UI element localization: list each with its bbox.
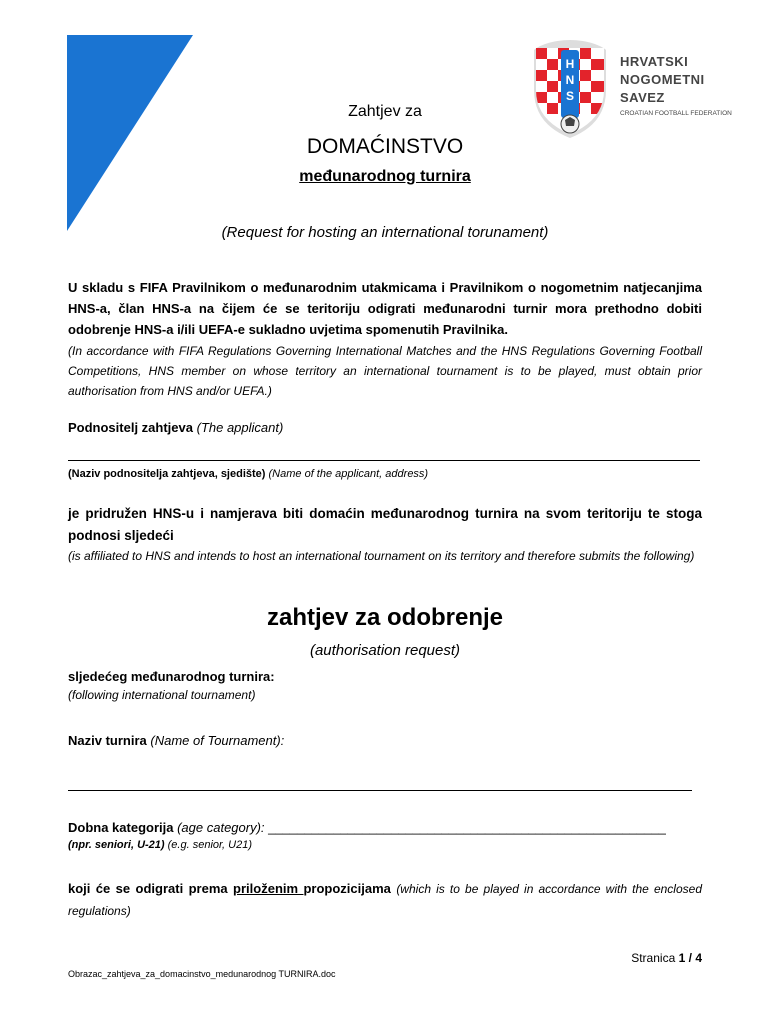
tournament-name-row — [68, 730, 284, 751]
regulations-post: propozicijama — [303, 881, 391, 896]
logo-line3: SAVEZ — [620, 90, 665, 105]
age-category-label: Dobna kategorija — [68, 820, 174, 835]
applicant-label: Podnositelj zahtjeva — [68, 420, 193, 435]
regulations-pre: koji će se odigrati prema — [68, 881, 234, 896]
page-current: 1 — [678, 951, 686, 965]
age-category-input-line[interactable]: _______________________________________________________ — [268, 820, 666, 835]
tournament-name-input-line[interactable] — [68, 790, 692, 791]
logo-line2: NOGOMETNI — [620, 72, 705, 87]
title-line3 — [0, 168, 770, 186]
title-line1: Zahtjev za — [348, 103, 422, 120]
blue-triangle-decoration — [67, 35, 195, 233]
affiliation-english: (is affiliated to HNS and intends to host an international tournament on its territory and therefore submits the following) — [68, 549, 695, 563]
applicant-caption-row — [68, 468, 428, 480]
applicant-label-en: (The applicant) — [196, 420, 284, 435]
logo-line1: HRVATSKI — [620, 54, 689, 69]
applicant-input-line[interactable] — [68, 460, 700, 461]
applicant-label-row — [68, 417, 283, 438]
logo-subtitle: CROATIAN FOOTBALL FEDERATION — [620, 110, 732, 117]
crest-letters: HNS — [565, 57, 575, 103]
age-category-label-en: (age category): — [177, 820, 265, 835]
applicant-caption-en: (Name of the applicant, address) — [268, 468, 429, 480]
hns-logo — [530, 38, 730, 138]
title-line3-text: međunarodnog turnira — [299, 168, 471, 185]
regulations-paragraph — [68, 878, 702, 922]
age-hint: (npr. seniori, U-21) — [68, 839, 165, 851]
applicant-caption: (Naziv podnositelja zahtjeva, sjedište) — [68, 468, 266, 480]
regulations-en: (which is to be played in accordance with the enclosed regulations) — [68, 882, 702, 918]
tournament-name-label: Naziv turnira — [68, 733, 147, 748]
request-title: zahtjev za odobrenje — [266, 604, 504, 631]
page-number — [631, 951, 702, 965]
page-total: 4 — [695, 951, 702, 965]
age-category-row — [68, 817, 666, 838]
affiliation-croatian: je pridružen HNS-u i namjerava biti domaćin međunarodnog turnira na svom teritoriju te stoga podnosi sljedeći — [68, 506, 702, 543]
age-hint-en: (e.g. senior, U21) — [167, 839, 253, 851]
age-hint-row — [68, 839, 252, 851]
footer-filename: Obrazac_zahtjeva_za_domacinstvo_medunarodnog TURNIRA.doc — [68, 969, 336, 979]
page-label: Stranica — [631, 951, 676, 965]
following-label: sljedećeg međunarodnog turnira: — [68, 669, 275, 684]
regulations-underlined: priloženim — [233, 881, 304, 896]
following-label-en: (following international tournament) — [68, 688, 256, 702]
request-title-en: (authorisation request) — [309, 642, 461, 659]
intro-english: (In accordance with FIFA Regulations Governing International Matches and the HNS Regulations Governing Football Competitions, HNS member on whose territory an international tournament is to be played, must obtain prior authorisation from HNS and/or UEFA.) — [68, 344, 702, 398]
page-separator: / — [688, 951, 692, 965]
title-english: (Request for hosting an international torunament) — [221, 224, 549, 241]
page-title: DOMAĆINSTVO — [306, 135, 464, 158]
tournament-name-label-en: (Name of Tournament): — [150, 733, 285, 748]
intro-croatian: U skladu s FIFA Pravilnikom o međunarodnim utakmicama i Pravilnikom o nogometnim natjecanjima HNS-a, član HNS-a na čijem će se teritoriju odigrati međunarodni turnir mora prethodno dobiti odobrenje HNS-a i/ili UEFA-e sukladno uvjetima spomenutih Pravilnika. — [68, 280, 702, 337]
